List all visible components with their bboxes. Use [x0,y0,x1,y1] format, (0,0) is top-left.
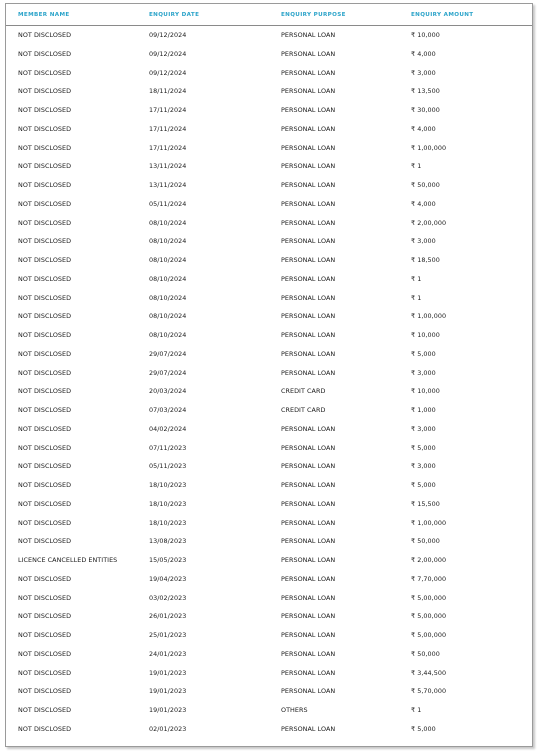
member-name-cell: NOT DISCLOSED [18,349,72,358]
enquiry-amount-cell: ₹ 1 [411,293,422,302]
enquiry-date-cell: 13/11/2024 [149,162,187,171]
table-row [6,64,532,83]
enquiry-purpose-cell: PERSONAL LOAN [281,237,336,246]
enquiry-amount-cell: ₹ 10,000 [411,331,440,339]
enquiry-purpose-cell: PERSONAL LOAN [281,724,336,733]
enquiry-purpose-cell: PERSONAL LOAN [281,124,336,133]
member-name-cell: NOT DISCLOSED [18,574,72,583]
enquiry-purpose-cell: PERSONAL LOAN [281,481,336,489]
enquiry-date-cell: 07/03/2024 [149,406,187,414]
enquiry-amount-cell: ₹ 2,00,000 [411,218,447,227]
table-row [6,382,532,401]
enquiry-amount-cell: ₹ 3,000 [411,424,436,433]
enquiry-amount-cell: ₹ 1,00,000 [411,312,447,321]
enquiry-date-cell: 04/02/2024 [149,424,187,433]
member-name-cell: NOT DISCLOSED [18,87,72,96]
enquiry-date-cell: 08/10/2024 [149,237,187,246]
enquiry-amount-cell: ₹ 10,000 [411,387,440,396]
table-row [6,270,532,289]
member-name-cell: NOT DISCLOSED [18,518,72,527]
table-row [6,120,532,139]
enquiry-purpose-cell: CREDIT CARD [281,387,326,396]
enquiry-date-cell: 08/10/2024 [149,218,187,227]
enquiry-amount-cell: ₹ 18,500 [411,256,440,264]
enquiry-date-cell: 09/12/2024 [149,31,187,39]
member-name-cell: NOT DISCLOSED [18,143,72,152]
enquiry-purpose-cell: PERSONAL LOAN [281,631,336,639]
enquiry-purpose-cell: PERSONAL LOAN [281,199,336,208]
table-row [6,45,532,64]
enquiry-amount-cell: ₹ 5,000 [411,481,436,489]
enquiry-date-cell: 29/07/2024 [149,349,187,358]
table-row [6,307,532,326]
member-name-cell: NOT DISCLOSED [18,218,72,227]
enquiry-date-cell: 07/11/2023 [149,443,187,452]
table-row [6,514,532,533]
enquiry-date-cell: 17/11/2024 [149,124,187,133]
enquiry-amount-cell: ₹ 50,000 [411,649,440,658]
enquiry-amount-cell: ₹ 5,000 [411,443,436,452]
enquiry-purpose-cell: PERSONAL LOAN [281,293,336,302]
member-name-cell: NOT DISCLOSED [18,199,72,208]
enquiry-purpose-cell: PERSONAL LOAN [281,274,336,283]
enquiry-date-cell: 05/11/2024 [149,199,187,208]
enquiry-purpose-cell: PERSONAL LOAN [281,162,336,171]
member-name-cell: NOT DISCLOSED [18,387,72,396]
enquiry-purpose-cell: PERSONAL LOAN [281,687,336,696]
enquiry-date-cell: 26/01/2023 [149,612,187,621]
enquiry-purpose-cell: PERSONAL LOAN [281,537,336,546]
enquiry-purpose-cell: PERSONAL LOAN [281,106,336,114]
member-name-cell: NOT DISCLOSED [18,312,72,321]
table-row [6,420,532,439]
enquiry-date-cell: 19/01/2023 [149,687,187,696]
table-row [6,607,532,626]
enquiry-amount-cell: ₹ 30,000 [411,106,440,114]
enquiry-amount-cell: ₹ 1 [411,162,422,171]
enquiry-purpose-cell: OTHERS [281,706,308,714]
table-row [6,439,532,458]
enquiry-date-cell: 08/10/2024 [149,331,187,339]
member-name-cell: NOT DISCLOSED [18,274,72,283]
enquiry-purpose-cell: PERSONAL LOAN [281,312,336,321]
enquiry-date-cell: 05/11/2023 [149,462,187,471]
enquiry-date-cell: 25/01/2023 [149,631,187,639]
enquiry-amount-cell: ₹ 1,00,000 [411,518,447,527]
table-row [6,345,532,364]
enquiry-date-cell: 08/10/2024 [149,274,187,283]
enquiry-amount-cell: ₹ 4,000 [411,199,436,208]
table-row [6,157,532,176]
enquiry-amount-cell: ₹ 5,000 [411,724,436,733]
table-row [6,364,532,383]
table-row [6,232,532,251]
header-enquiry-amount: ENQUIRY AMOUNT [411,12,474,18]
member-name-cell: NOT DISCLOSED [18,256,72,264]
enquiry-purpose-cell: PERSONAL LOAN [281,87,336,96]
table-row [6,495,532,514]
member-name-cell: NOT DISCLOSED [18,499,72,508]
member-name-cell: NOT DISCLOSED [18,424,72,433]
enquiry-purpose-cell: PERSONAL LOAN [281,349,336,358]
enquiry-purpose-cell: PERSONAL LOAN [281,368,336,377]
member-name-cell: NOT DISCLOSED [18,368,72,377]
table-row [6,82,532,101]
member-name-cell: NOT DISCLOSED [18,68,72,77]
member-name-cell: NOT DISCLOSED [18,687,72,696]
enquiry-amount-cell: ₹ 3,44,500 [411,668,447,677]
enquiry-purpose-cell: PERSONAL LOAN [281,668,336,677]
enquiry-amount-cell: ₹ 5,00,000 [411,631,447,639]
enquiry-date-cell: 24/01/2023 [149,649,187,658]
enquiry-purpose-cell: PERSONAL LOAN [281,612,336,621]
member-name-cell: NOT DISCLOSED [18,668,72,677]
enquiry-purpose-cell: PERSONAL LOAN [281,518,336,527]
enquiry-amount-cell: ₹ 3,000 [411,368,436,377]
table-row [6,682,532,701]
enquiry-date-cell: 20/03/2024 [149,387,187,396]
enquiry-amount-cell: ₹ 4,000 [411,49,436,58]
enquiry-date-cell: 09/12/2024 [149,49,187,58]
enquiry-amount-cell: ₹ 1,000 [411,406,436,414]
member-name-cell: NOT DISCLOSED [18,331,72,339]
enquiry-purpose-cell: PERSONAL LOAN [281,499,336,508]
member-name-cell: NOT DISCLOSED [18,406,72,414]
enquiry-table-page [5,3,533,747]
enquiry-purpose-cell: PERSONAL LOAN [281,556,336,564]
member-name-cell: NOT DISCLOSED [18,593,72,602]
enquiry-purpose-cell: PERSONAL LOAN [281,31,336,39]
enquiry-date-cell: 03/02/2023 [149,593,187,602]
member-name-cell: NOT DISCLOSED [18,649,72,658]
enquiry-purpose-cell: PERSONAL LOAN [281,181,336,189]
enquiry-date-cell: 29/07/2024 [149,368,187,377]
header-member-name: MEMBER NAME [18,12,70,18]
enquiry-date-cell: 19/01/2023 [149,668,187,677]
member-name-cell: NOT DISCLOSED [18,49,72,58]
enquiry-amount-cell: ₹ 5,00,000 [411,612,447,621]
enquiry-date-cell: 18/11/2024 [149,87,187,96]
member-name-cell: NOT DISCLOSED [18,724,72,733]
header-enquiry-purpose: ENQUIRY PURPOSE [281,12,346,18]
table-row [6,720,532,739]
table-row [6,326,532,345]
table-row [6,251,532,270]
enquiry-purpose-cell: PERSONAL LOAN [281,462,336,471]
table-row [6,195,532,214]
table-body [6,26,532,739]
table-row [6,476,532,495]
enquiry-amount-cell: ₹ 50,000 [411,181,440,189]
enquiry-amount-cell: ₹ 7,70,000 [411,574,447,583]
enquiry-date-cell: 19/01/2023 [149,706,187,714]
enquiry-amount-cell: ₹ 5,000 [411,349,436,358]
enquiry-amount-cell: ₹ 2,00,000 [411,556,447,564]
enquiry-amount-cell: ₹ 4,000 [411,124,436,133]
enquiry-amount-cell: ₹ 3,000 [411,462,436,471]
enquiry-amount-cell: ₹ 10,000 [411,31,440,39]
member-name-cell: NOT DISCLOSED [18,181,72,189]
enquiry-amount-cell: ₹ 3,000 [411,237,436,246]
enquiry-purpose-cell: PERSONAL LOAN [281,574,336,583]
enquiry-amount-cell: ₹ 5,70,000 [411,687,447,696]
enquiry-date-cell: 17/11/2024 [149,106,187,114]
table-row [6,401,532,420]
table-row [6,532,532,551]
enquiry-purpose-cell: PERSONAL LOAN [281,143,336,152]
table-row [6,101,532,120]
table-row [6,645,532,664]
table-row [6,626,532,645]
enquiry-date-cell: 18/10/2023 [149,499,187,508]
member-name-cell: NOT DISCLOSED [18,31,72,39]
enquiry-purpose-cell: PERSONAL LOAN [281,424,336,433]
member-name-cell: NOT DISCLOSED [18,293,72,302]
table-row [6,139,532,158]
member-name-cell: NOT DISCLOSED [18,106,72,114]
enquiry-date-cell: 08/10/2024 [149,256,187,264]
enquiry-amount-cell: ₹ 3,000 [411,68,436,77]
table-row [6,701,532,720]
member-name-cell: NOT DISCLOSED [18,612,72,621]
enquiry-amount-cell: ₹ 1 [411,706,422,714]
enquiry-date-cell: 08/10/2024 [149,293,187,302]
member-name-cell: NOT DISCLOSED [18,162,72,171]
enquiry-date-cell: 08/10/2024 [149,312,187,321]
member-name-cell: NOT DISCLOSED [18,124,72,133]
header-enquiry-date: ENQUIRY DATE [149,12,200,18]
member-name-cell: NOT DISCLOSED [18,481,72,489]
enquiry-date-cell: 18/10/2023 [149,481,187,489]
enquiry-date-cell: 15/05/2023 [149,556,187,564]
member-name-cell: NOT DISCLOSED [18,462,72,471]
table-row [6,214,532,233]
enquiry-amount-cell: ₹ 1,00,000 [411,143,447,152]
table-header [6,4,532,26]
enquiry-purpose-cell: CREDIT CARD [281,406,326,414]
table-row [6,457,532,476]
table-row [6,26,532,45]
table-row [6,289,532,308]
enquiry-date-cell: 02/01/2023 [149,724,187,733]
enquiry-purpose-cell: PERSONAL LOAN [281,649,336,658]
table-row [6,176,532,195]
enquiry-purpose-cell: PERSONAL LOAN [281,443,336,452]
enquiry-purpose-cell: PERSONAL LOAN [281,331,336,339]
enquiry-amount-cell: ₹ 5,00,000 [411,593,447,602]
enquiry-purpose-cell: PERSONAL LOAN [281,68,336,77]
enquiry-amount-cell: ₹ 13,500 [411,87,440,96]
enquiry-purpose-cell: PERSONAL LOAN [281,49,336,58]
table-row [6,664,532,683]
member-name-cell: NOT DISCLOSED [18,631,72,639]
enquiry-purpose-cell: PERSONAL LOAN [281,256,336,264]
table-row [6,551,532,570]
member-name-cell: NOT DISCLOSED [18,443,72,452]
enquiry-amount-cell: ₹ 15,500 [411,499,440,508]
enquiry-date-cell: 17/11/2024 [149,143,187,152]
enquiry-date-cell: 19/04/2023 [149,574,187,583]
enquiry-purpose-cell: PERSONAL LOAN [281,218,336,227]
enquiry-amount-cell: ₹ 1 [411,274,422,283]
enquiry-date-cell: 18/10/2023 [149,518,187,527]
member-name-cell: NOT DISCLOSED [18,237,72,246]
enquiry-date-cell: 13/11/2024 [149,181,187,189]
table-row [6,589,532,608]
member-name-cell: LICENCE CANCELLED ENTITIES [18,556,118,564]
enquiry-purpose-cell: PERSONAL LOAN [281,593,336,602]
table-row [6,570,532,589]
member-name-cell: NOT DISCLOSED [18,537,72,546]
enquiry-amount-cell: ₹ 50,000 [411,537,440,546]
enquiry-date-cell: 09/12/2024 [149,68,187,77]
enquiry-date-cell: 13/08/2023 [149,537,187,546]
member-name-cell: NOT DISCLOSED [18,706,72,714]
